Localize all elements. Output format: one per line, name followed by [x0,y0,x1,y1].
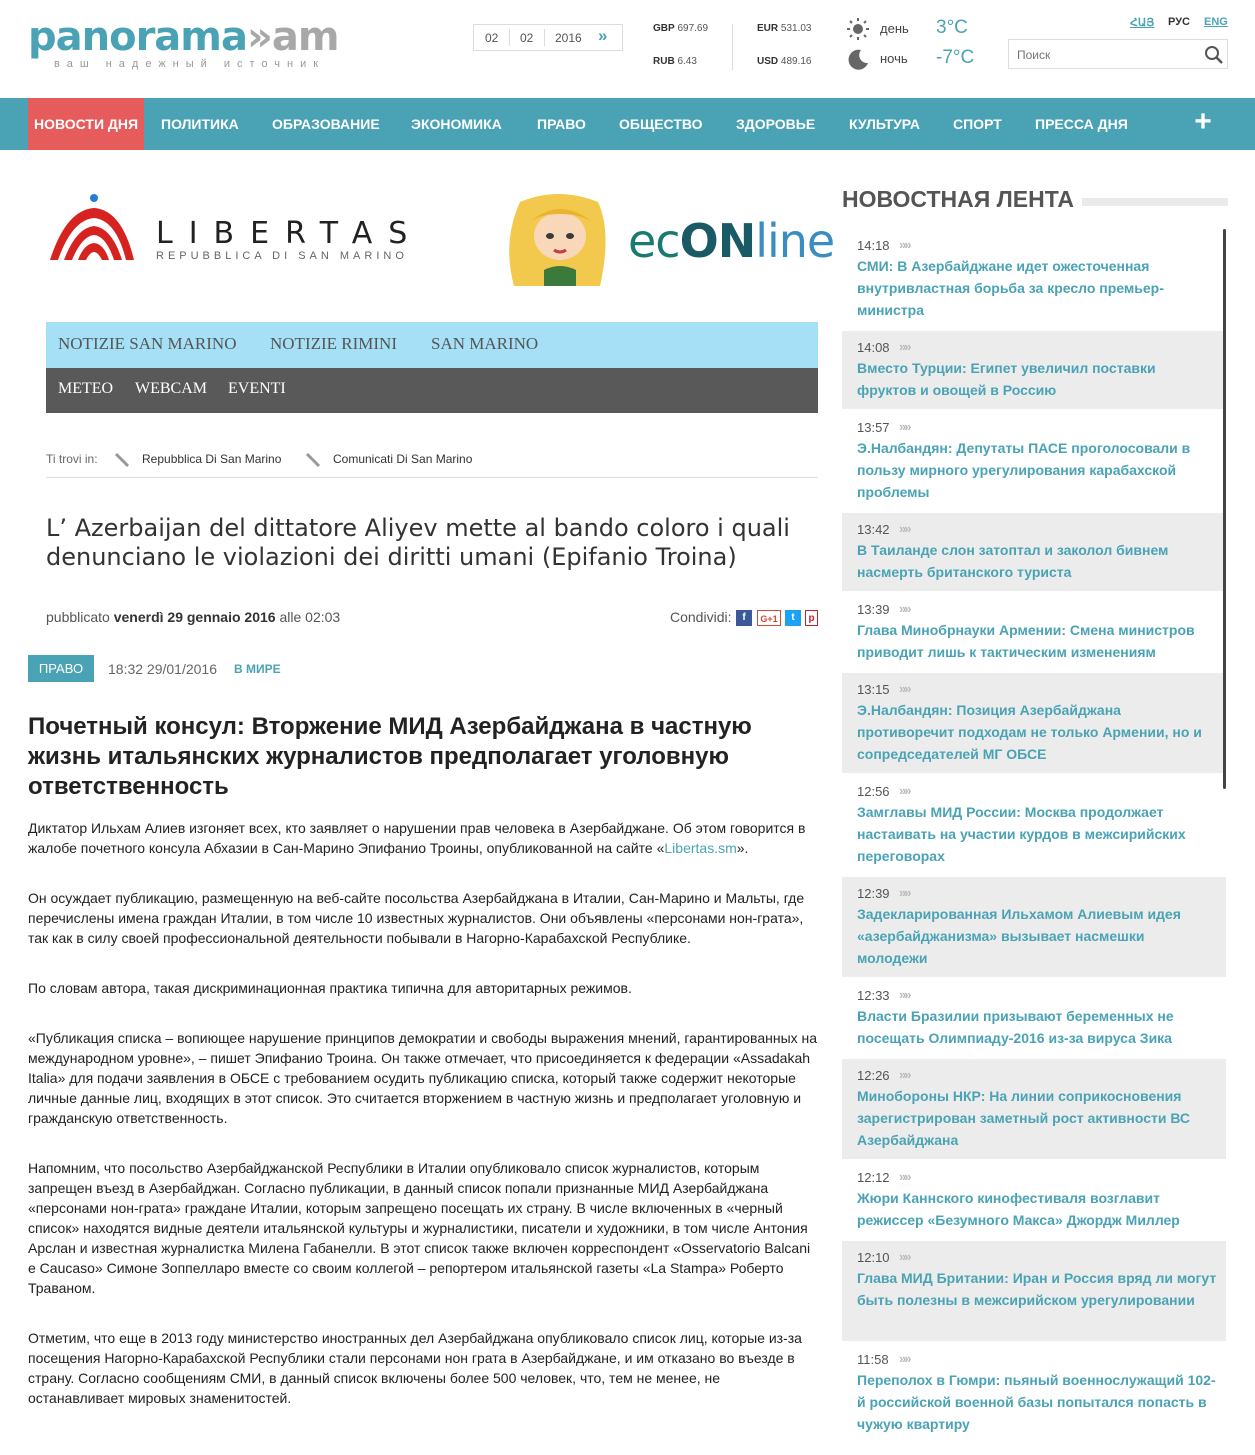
news-feed-item[interactable] [842,979,1226,1057]
news-feed-headline[interactable]: Жюри Каннского кинофестиваля возглавит режиссер «Безумного Макса» Джордж Миллер [857,1190,1180,1228]
libertas-nav-eventi[interactable]: EVENTI [228,380,286,397]
libertas-nav-notizie-rimini[interactable]: NOTIZIE RIMINI [270,334,397,353]
nav-item-education[interactable]: ОБРАЗОВАНИЕ [272,116,380,132]
article-title: Почетный консул: Вторжение МИД Азербайджана в частную жизнь итальянских журналистов предполагает уголовную ответственность [28,713,752,800]
news-feed-headline[interactable]: Э.Налбандян: Позиция Азербайджана противоречит подходам не только Армении, но и сопредседателей МГ ОБСЕ [857,702,1202,762]
article-paragraph: Диктатор Ильхам Алиев изгоняет всех, кто заявляет о нарушении прав человека в Азербайджане. Об этом говорится в жалобе почетного консула Абхазии в Сан-Марино Эпифанио Троины, опубликованной на сайте «Libertas.sm». [28,820,806,856]
category-badge[interactable]: ПРАВО [28,655,94,682]
news-feed-item[interactable] [842,411,1226,511]
weather-day-temp: 3°C [936,17,968,38]
breadcrumb [46,450,818,478]
double-chevron-icon: »» [899,1351,910,1366]
logo-text: panorama»am [28,14,339,60]
libertas-nav-meteo[interactable]: METEO [58,380,114,397]
news-feed-item[interactable] [842,513,1226,591]
news-feed-headline[interactable]: СМИ: В Азербайджане идет ожесточенная внутривластная борьба за кресло премьер-министра [857,258,1164,318]
lang-ru[interactable]: РУС [1168,16,1190,28]
libertas-nav-secondary [46,368,818,413]
weather-night-temp: -7°C [936,47,975,68]
news-feed-time: 12:39 [857,886,890,901]
breadcrumb-label: Ti trovi in: [46,452,98,466]
double-chevron-icon: »» [899,237,910,252]
publication-info: pubblicato venerdì 29 gennaio 2016 alle 02:03 [46,609,341,625]
date-year[interactable]: 2016 [555,31,582,45]
libertas-link[interactable]: Libertas.sm [664,840,737,856]
share-label: Condividi: [670,609,732,625]
date-go-icon[interactable]: » [598,26,608,45]
libertas-article-title: L’ Azerbaijan del dittatore Aliyev mette al bando coloro i quali denunciano le violazioni dei diritti umani (Epifanio Troina) [46,514,790,571]
double-chevron-icon: »» [899,339,910,354]
date-picker[interactable] [473,24,623,51]
date-day[interactable]: 02 [485,31,499,45]
news-feed-time: 12:10 [857,1250,890,1265]
news-feed-time: 14:18 [857,238,890,253]
news-feed-time: 12:26 [857,1068,890,1083]
news-feed-time: 13:15 [857,682,890,697]
news-feed-time: 11:58 [857,1352,889,1367]
news-feed-item[interactable] [842,1161,1226,1239]
news-feed-item[interactable] [842,673,1226,773]
date-separator [509,29,510,46]
google-plus-icon[interactable]: G+1 [757,610,781,626]
libertas-emblem-icon [46,190,138,270]
news-feed-headline[interactable]: Вместо Турции: Египет увеличил поставки фруктов и овощей в Россию [857,360,1156,398]
news-feed-headline[interactable]: Глава МИД Британии: Иран и Россия вряд ли могут быть полезны в межсирийском урегулировании [857,1270,1217,1308]
news-feed-item[interactable] [842,1343,1226,1443]
nav-item-economy[interactable]: ЭКОНОМИКА [411,116,502,132]
double-chevron-icon: »» [899,521,910,536]
moon-icon [846,47,870,71]
nav-item-law[interactable]: ПРАВО [537,116,586,132]
news-feed-time: 12:33 [857,988,890,1003]
news-feed-time: 14:08 [857,340,890,355]
double-chevron-icon: »» [899,1067,910,1082]
weather-day [846,17,986,41]
news-feed-scrollbar[interactable] [1223,229,1226,789]
libertas-nav-san-marino[interactable]: SAN MARINO [431,334,539,353]
libertas-subtitle: REPUBBLICA DI SAN MARINO [156,250,408,262]
news-feed-headline[interactable]: Э.Налбандян: Депутаты ПАСЕ проголосовали в пользу мирного урегулирования карабахской проблемы [857,440,1191,500]
lang-hy[interactable]: ՀԱՅ [1130,17,1155,29]
date-month[interactable]: 02 [520,31,534,45]
double-chevron-icon: »» [899,681,910,696]
search-box [1008,39,1228,69]
weather-day-label: день [880,21,909,36]
weather-night [846,47,986,71]
news-feed-time: 13:57 [857,420,890,435]
double-chevron-icon: »» [899,783,910,798]
nav-item-health[interactable]: ЗДОРОВЬЕ [736,116,816,132]
news-feed-headline[interactable]: Минобороны НКР: На линии соприкосновения зарегистрирован заметный рост активности ВС Азербайджана [857,1088,1191,1148]
econline-wordmark: ecONline [628,214,835,268]
article-paragraph: Отметим, что еще в 2013 году министерство иностранных дел Азербайджана опубликовало список лиц, которые из-за посещения Нагорно-Карабахской Республики стали персонами нон грата в Азербайджане, и им отказано во въезде в страну. Согласно сообщениям СМИ, в данный список включены более 500 человек, что, тем не менее, не останавливает мировых знаменитостей. [28,1330,802,1406]
cartoon-girl-icon [500,192,616,286]
news-feed-headline[interactable]: В Таиланде слон затоптал и заколол бивнем насмерть британского туриста [857,542,1169,580]
site-logo[interactable] [28,14,358,74]
news-feed-item[interactable] [842,593,1226,671]
sidebar-title: НОВОСТНАЯ ЛЕНТА [842,186,1082,213]
nav-item-sport[interactable]: СПОРТ [953,116,1002,132]
rate-rub: RUB 6.43 [653,56,697,67]
article-paragraph: По словам автора, такая дискриминационная практика типична для авторитарных режимов. [28,980,632,996]
article-paragraph: Напомним, что посольство Азербайджанской Республики в Италии опубликовало список журналистов, которым запрещен въезд в Азербайджан. Согласно публикации, в данный список попали признанные МИД Азербайджана «персонами нон-грата» граждане Италии, которым запрещено посещать их страну. В числе включенных в «черный список» находятся видные деятели итальянской культуры и журналистики, писатели и художники, в том числе Антония Арслан и известная журналистка Милена Габанелли. В этот список также включен корреспондент «Osservatorio Balcani e Caucaso» Симоне Зоппелларо вместе со своим коллегой – репортером итальянской газеты «La Stampa» Роберто Траваном. [28,1160,811,1296]
nav-item-culture[interactable]: КУЛЬТУРА [849,116,921,132]
double-chevron-icon: »» [899,987,910,1002]
article-region-link[interactable]: В МИРЕ [234,662,281,676]
search-input[interactable] [1017,46,1197,64]
article-body [28,818,820,1438]
nav-more-plus-icon[interactable]: + [1194,105,1212,138]
double-chevron-icon: »» [899,601,910,616]
news-feed-item[interactable] [842,775,1226,875]
rates-divider [732,24,733,70]
breadcrumb-item[interactable]: Repubblica Di San Marino [142,452,282,466]
news-feed-headline[interactable]: Власти Бразилии призывают беременных не посещать Олимпиаду-2016 из-за вируса Зика [857,1008,1174,1046]
rate-usd: USD 489.16 [757,56,812,67]
search-icon[interactable] [1204,45,1224,65]
tag-icon [305,450,323,468]
news-feed-time: 12:56 [857,784,890,799]
news-feed-headline[interactable]: Замглавы МИД России: Москва продолжает настаивать на участии курдов в межсирийских переговорах [857,804,1186,864]
nav-item-press[interactable]: ПРЕССА ДНЯ [1035,116,1128,132]
news-feed-item[interactable] [842,331,1226,409]
libertas-nav-primary [46,322,818,368]
double-chevron-icon: »» [899,1169,910,1184]
twitter-icon[interactable]: t [785,610,801,626]
double-chevron-icon: »» [899,1249,910,1264]
nav-item-politics[interactable]: ПОЛИТИКА [161,116,239,132]
article-paragraph: «Публикация списка – вопиющее нарушение принципов демократии и свободы выражения мнений, гарантированных на международном уровне», – пишет Эпифанио Троина. Он также отмечает, что присоединяется к федерации «Assadakah Italia» для подачи заявления в ОБСЕ с требованием осудить публикацию списка, который также содержит некоторые личные данные лиц, входящих в этот список. Это считается вторжением в частную жизнь и предполагает уголовную и гражданскую ответственность. [28,1030,818,1126]
news-feed-item[interactable] [842,1059,1226,1159]
header [0,0,1255,98]
libertas-wordmark: LIBERTAS [156,216,424,251]
libertas-nav-notizie-san-marino[interactable]: NOTIZIE SAN MARINO [58,334,237,353]
libertas-logo [46,190,436,280]
date-separator [544,29,545,46]
rate-eur: EUR 531.03 [757,23,812,34]
lang-en[interactable]: ENG [1204,16,1228,28]
article-paragraph: Он осуждает публикацию, размещенную на веб-сайте посольства Азербайджана в Италии, Сан-Марино и Мальты, где перечислены имена граждан Италии, в том числе 10 известных журналистов. Они объявлены «персонами нон-грата», так как в силу своей профессиональной деятельности побывали в Нагорно-Карабахской Республике. [28,890,805,946]
double-chevron-icon: »» [899,885,910,900]
news-feed-headline[interactable]: Задекларированная Ильхамом Алиевым идея «азербайджанизма» вызывает насмешки молодежи [857,906,1181,966]
news-feed-item[interactable] [842,229,1226,329]
news-feed-time: 13:42 [857,522,890,537]
breadcrumb-item[interactable]: Comunicati Di San Marino [333,452,473,466]
news-feed-item[interactable] [842,877,1226,977]
news-feed-headline[interactable]: Переполох в Гюмри: пьяный военнослужащий 102-й российской военной базы попытался попасть в чужую квартиру [857,1372,1216,1432]
libertas-nav-webcam[interactable]: WEBCAM [135,380,207,397]
nav-item-society[interactable]: ОБЩЕСТВО [619,116,703,132]
weather-night-label: ночь [880,51,908,66]
news-feed-headline[interactable]: Глава Минобрнауки Армении: Смена министров приводит лишь к тактическим изменениям [857,622,1195,660]
logo-tagline: ваш надежный источник [54,58,326,70]
news-feed-item[interactable] [842,1241,1226,1341]
sun-icon [846,17,870,41]
nav-item-news-of-day[interactable]: НОВОСТИ ДНЯ [28,98,144,150]
news-feed-list [842,229,1226,1455]
news-feed-time: 12:12 [857,1170,890,1185]
econline-banner[interactable] [498,190,835,288]
facebook-icon[interactable]: f [736,610,752,626]
tag-icon [114,450,132,468]
article-datetime: 18:32 29/01/2016 [108,661,217,677]
rate-gbp: GBP 697.69 [653,23,709,34]
double-chevron-icon: »» [899,419,910,434]
pinterest-icon[interactable]: p [805,610,818,626]
news-feed-time: 13:39 [857,602,890,617]
main-nav [0,98,1255,150]
